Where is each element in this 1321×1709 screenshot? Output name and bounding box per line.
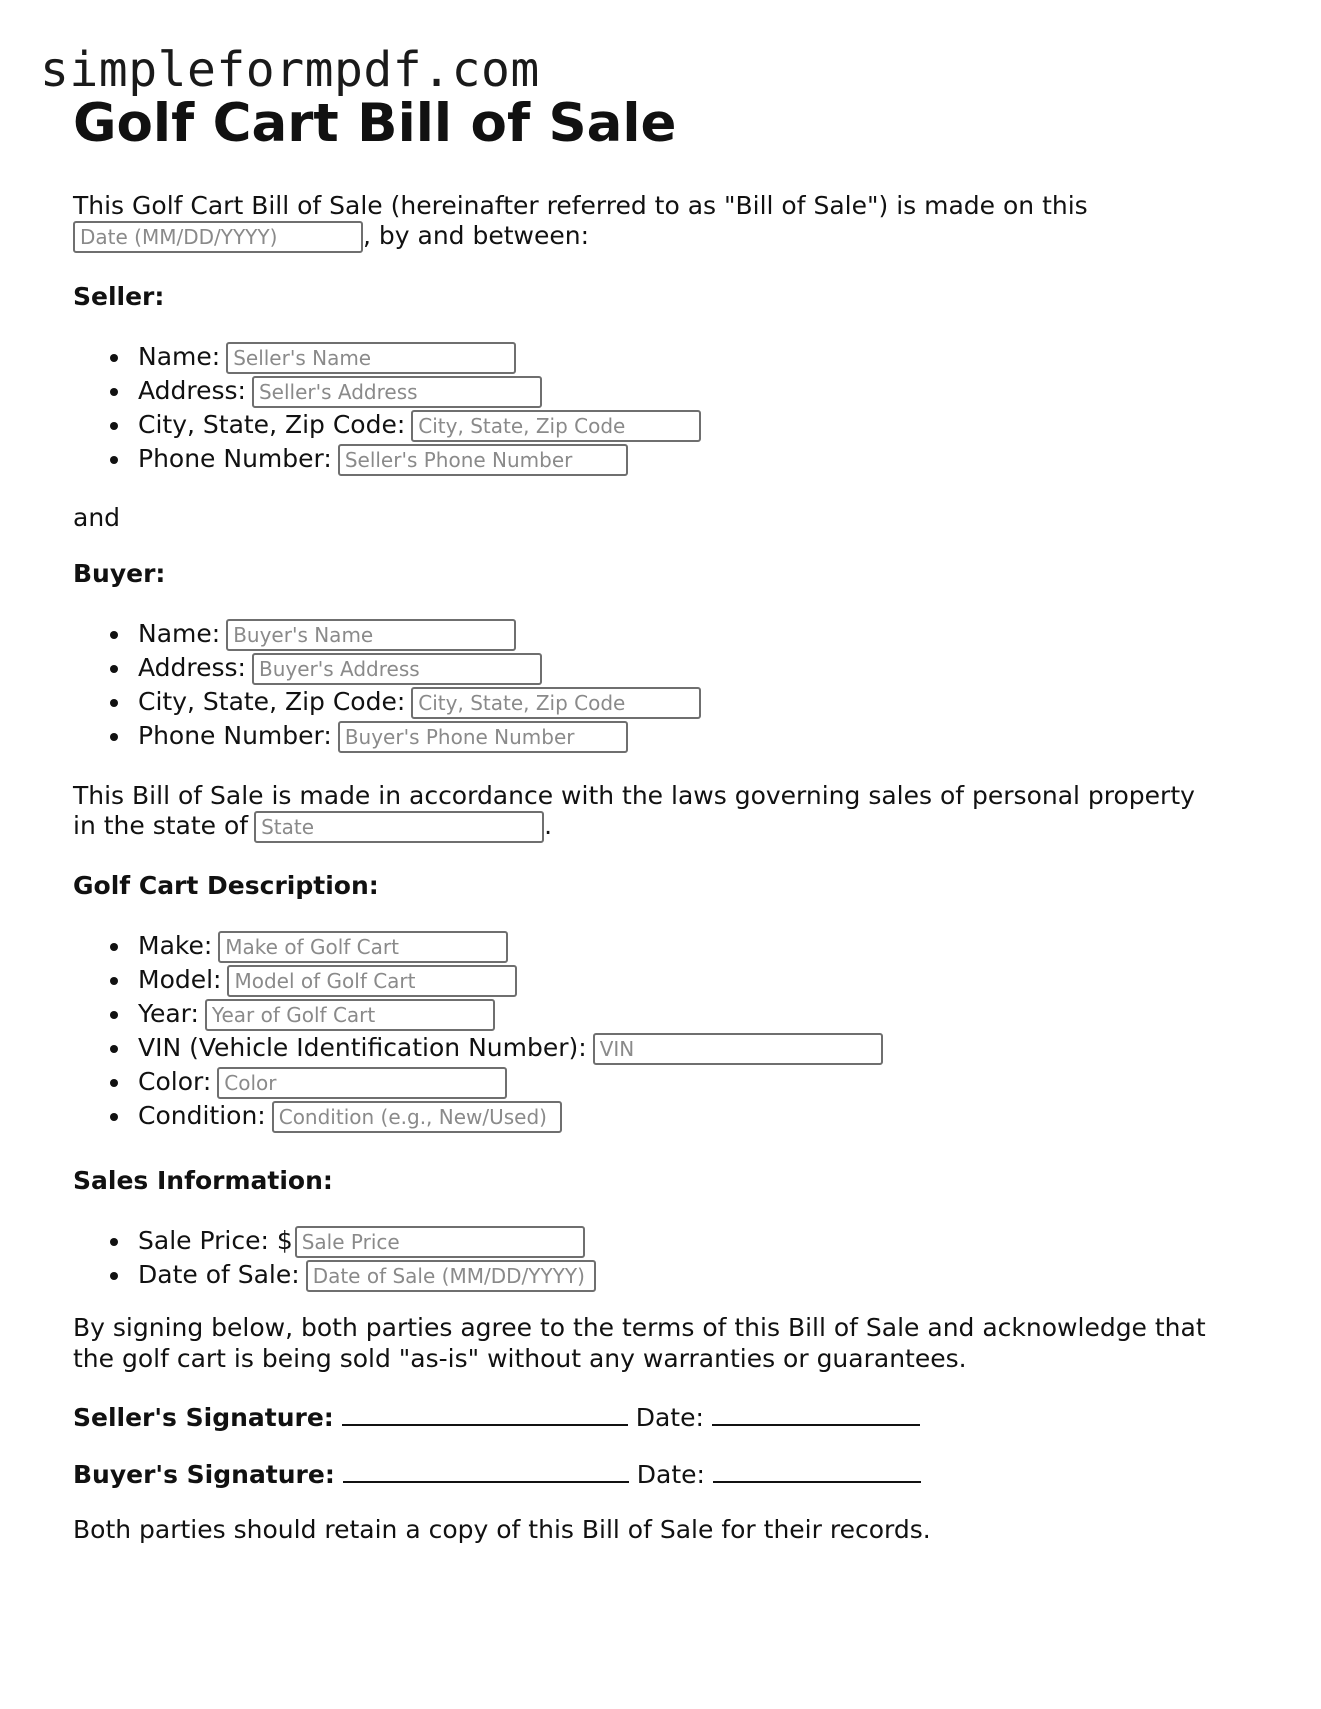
buyer-name-label: Name: <box>138 619 221 648</box>
cart-model-input[interactable] <box>227 965 517 997</box>
buyer-city-state-zip-input[interactable] <box>411 687 701 719</box>
and-text: and <box>73 503 121 532</box>
seller-name-label: Name: <box>138 342 221 371</box>
date-of-sale-input[interactable] <box>306 1260 596 1292</box>
buyer-phone-item <box>73 719 701 753</box>
seller-city-state-zip-input[interactable] <box>411 410 701 442</box>
buyer-address-label: Address: <box>138 653 246 682</box>
cart-vin-input[interactable] <box>593 1033 883 1065</box>
cart-model-label: Model: <box>138 965 222 994</box>
seller-fields <box>73 340 701 476</box>
date-of-sale-label: Date of Sale: <box>138 1260 300 1289</box>
law-line-1: This Bill of Sale is made in accordance with the laws governing sales of personal property <box>73 781 1195 810</box>
cart-color-item <box>73 1065 883 1099</box>
cart-vin-label: VIN (Vehicle Identification Number): <box>138 1033 587 1062</box>
intro-line-1: This Golf Cart Bill of Sale (hereinafter referred to as "Bill of Sale") is made on this <box>73 191 1088 220</box>
buyer-name-input[interactable] <box>226 619 516 651</box>
seller-city-state-zip-label: City, State, Zip Code: <box>138 410 406 439</box>
site-watermark: simpleformpdf.com <box>40 42 540 98</box>
cart-make-label: Make: <box>138 931 213 960</box>
cart-year-label: Year: <box>138 999 199 1028</box>
buyer-heading: Buyer: <box>73 559 166 588</box>
cart-model-item <box>73 963 883 997</box>
cart-color-label: Color: <box>138 1067 212 1096</box>
document-title: Golf Cart Bill of Sale <box>73 93 677 154</box>
sale-price-input[interactable] <box>295 1226 585 1258</box>
seller-signature-line[interactable] <box>342 1400 628 1426</box>
law-line-2-prefix: in the state of <box>73 811 249 840</box>
seller-name-input[interactable] <box>226 342 516 374</box>
agreement-date-input[interactable] <box>73 221 363 253</box>
intro-line-2-suffix: , by and between: <box>363 221 590 250</box>
law-line-2-suffix: . <box>544 811 553 840</box>
buyer-date-label: Date: <box>636 1460 705 1489</box>
cart-condition-input[interactable] <box>272 1101 562 1133</box>
intro-line-2 <box>73 220 589 253</box>
buyer-signature-line[interactable] <box>343 1457 629 1483</box>
cart-vin-item <box>73 1031 883 1065</box>
seller-signature-row <box>73 1400 920 1434</box>
cart-year-input[interactable] <box>205 999 495 1031</box>
cart-make-item <box>73 929 883 963</box>
seller-address-label: Address: <box>138 376 246 405</box>
buyer-phone-label: Phone Number: <box>138 721 332 750</box>
buyer-signature-label: Buyer's Signature: <box>73 1460 335 1489</box>
cart-description-heading: Golf Cart Description: <box>73 871 379 900</box>
buyer-signature-row <box>73 1457 921 1491</box>
sales-information-heading: Sales Information: <box>73 1166 333 1195</box>
seller-name-item <box>73 340 701 374</box>
sales-information-fields <box>73 1224 596 1292</box>
buyer-address-item <box>73 651 701 685</box>
sale-price-item <box>73 1224 596 1258</box>
cart-condition-item <box>73 1099 883 1133</box>
cart-color-input[interactable] <box>217 1067 507 1099</box>
buyer-date-line[interactable] <box>713 1457 921 1483</box>
sale-price-label: Sale Price: $ <box>138 1226 293 1255</box>
seller-date-label: Date: <box>635 1403 704 1432</box>
buyer-city-state-zip-label: City, State, Zip Code: <box>138 687 406 716</box>
buyer-fields <box>73 617 701 753</box>
seller-address-input[interactable] <box>252 376 542 408</box>
state-input[interactable] <box>254 811 544 843</box>
seller-address-item <box>73 374 701 408</box>
cart-year-item <box>73 997 883 1031</box>
date-of-sale-item <box>73 1258 596 1292</box>
seller-city-state-zip-item <box>73 408 701 442</box>
seller-date-line[interactable] <box>712 1400 920 1426</box>
seller-phone-input[interactable] <box>338 444 628 476</box>
buyer-address-input[interactable] <box>252 653 542 685</box>
cart-make-input[interactable] <box>218 931 508 963</box>
buyer-name-item <box>73 617 701 651</box>
buyer-city-state-zip-item <box>73 685 701 719</box>
seller-phone-label: Phone Number: <box>138 444 332 473</box>
seller-signature-label: Seller's Signature: <box>73 1403 334 1432</box>
seller-heading: Seller: <box>73 282 165 311</box>
agreement-line-2: the golf cart is being sold "as-is" without any warranties or guarantees. <box>73 1344 967 1373</box>
buyer-phone-input[interactable] <box>338 721 628 753</box>
retain-copy-note: Both parties should retain a copy of this Bill of Sale for their records. <box>73 1515 931 1544</box>
cart-description-fields <box>73 929 883 1133</box>
seller-phone-item <box>73 442 701 476</box>
agreement-line-1: By signing below, both parties agree to the terms of this Bill of Sale and acknowledge that <box>73 1313 1206 1342</box>
cart-condition-label: Condition: <box>138 1101 266 1130</box>
law-line-2 <box>73 810 552 843</box>
